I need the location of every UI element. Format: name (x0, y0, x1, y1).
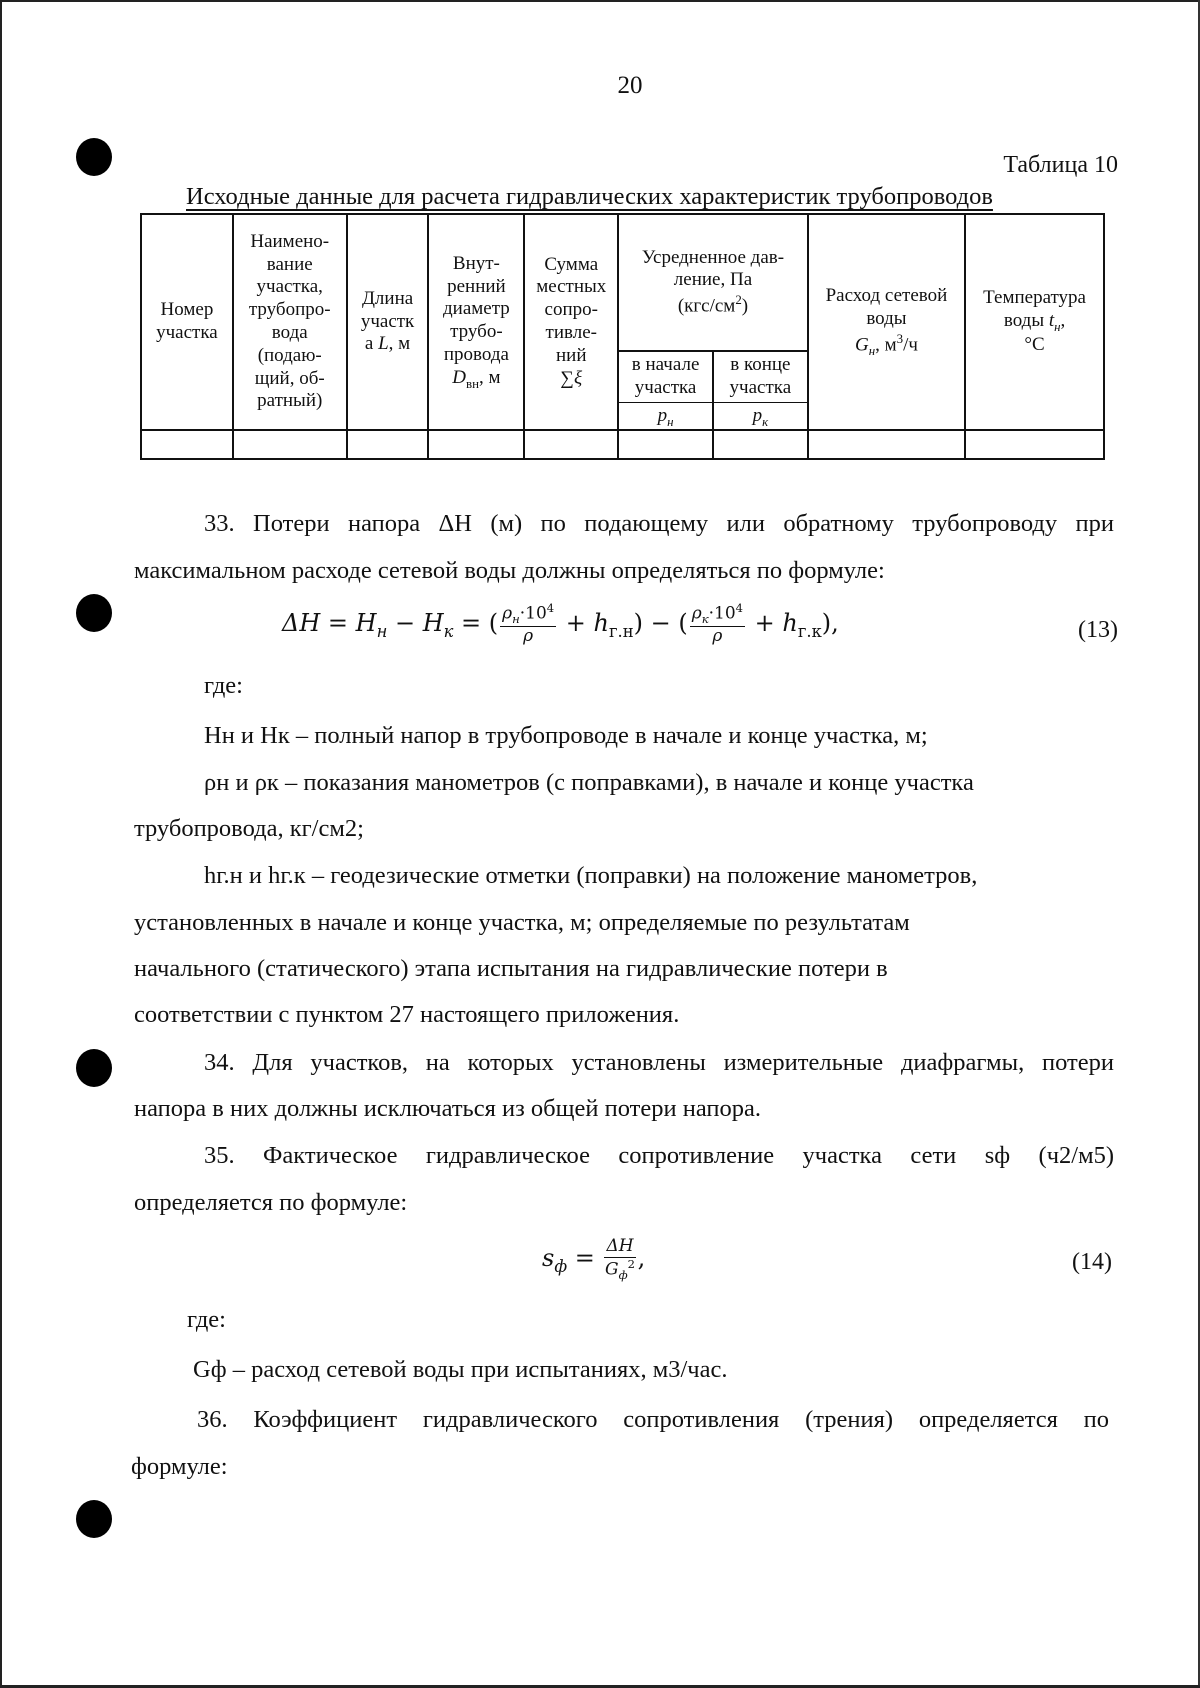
definition-h-line2: установленных в начале и конце участка, м; определяемые по результатам (134, 909, 910, 936)
table-label: Таблица 10 (1003, 152, 1118, 178)
table-cell (965, 430, 1104, 459)
source-data-table (140, 213, 1105, 460)
definition-h-line4: соответствии с пунктом 27 настоящего приложения. (134, 1001, 680, 1028)
header-section-number: Номер участка (141, 214, 233, 430)
header-pressure-start: в начале участка $p_н$ (618, 351, 713, 430)
header-inner-diameter: Внут- ренний диаметр трубо- провода $D_{вн}$, м (428, 214, 524, 430)
definition-rho-line1: ρн и ρк – показания манометров (с поправками), в начале и конце участка (204, 769, 974, 796)
paragraph-36-line1: 36. Коэффициент гидравлического сопротивления (трения) определяется по (197, 1406, 1109, 1433)
paragraph-36-line2: формуле: (131, 1453, 228, 1480)
definition-h-line3: начального (статического) этапа испытания на гидравлические потери в (134, 955, 888, 982)
table-cell (233, 430, 347, 459)
punch-hole (76, 138, 112, 176)
table-cell (524, 430, 618, 459)
table-cell (141, 430, 233, 459)
table-cell (808, 430, 965, 459)
scan-edge-left (0, 0, 2, 1688)
paragraph-34-line2: напора в них должны исключаться из общей потери напора. (134, 1095, 761, 1122)
equation-number-13: (13) (1078, 617, 1118, 643)
where-label: где: (204, 672, 243, 699)
scan-edge-top (0, 0, 1200, 2)
definition-h-line1: hг.н и hг.к – геодезические отметки (поправки) на положение манометров, (204, 862, 978, 889)
punch-hole (76, 1049, 112, 1087)
paragraph-33-line2: максимальном расходе сетевой воды должны определяться по формуле: (134, 557, 885, 584)
formula-14: $s_ф$ = $\frac{\Delta H}{G_ф^2}$ , (542, 1236, 646, 1282)
paragraph-35-line2: определяется по формуле: (134, 1189, 408, 1216)
equation-number-14: (14) (1072, 1249, 1112, 1275)
header-flow-rate: Расход сетевой воды $G_н$, $м^3/ч$ (808, 214, 965, 430)
formula-13: $\Delta H = H_н - H_к$ = ( $\frac{\rho_н\cdot 10^4}{\rho}$ + $h_{г.н}$) − ( $\frac{\rho_к\cdot 10^4}{\rho}$ + $h_{г.к}$), (282, 601, 839, 647)
paragraph-34-line1: 34. Для участков, на которых установлены измерительные диафрагмы, потери (204, 1049, 1114, 1076)
table-cell (713, 430, 808, 459)
table-row (141, 430, 1104, 459)
definition-rho-line2: трубопровода, кг/см2; (134, 815, 364, 842)
table-caption: Исходные данные для расчета гидравлических характеристик трубопроводов (186, 183, 993, 210)
table-cell (347, 430, 429, 459)
page-number: 20 (617, 72, 643, 99)
header-length: Длина участк а L, м (347, 214, 429, 430)
table-cell (428, 430, 524, 459)
table-cell (618, 430, 713, 459)
definition-H: Hн и Hк – полный напор в трубопроводе в начале и конце участка, м; (204, 722, 928, 749)
definition-G: Gф – расход сетевой воды при испытаниях, м3/час. (193, 1356, 728, 1383)
punch-hole (76, 594, 112, 632)
header-water-temperature: Температура воды $t_н$, °C (965, 214, 1104, 430)
punch-hole (76, 1500, 112, 1538)
header-average-pressure: Усредненное дав- ление, Па $(кгс/см^2)$ (618, 214, 808, 351)
paragraph-33-line1: 33. Потери напора ΔH (м) по подающему или обратному трубопроводу при (204, 510, 1114, 537)
where-label: где: (187, 1306, 226, 1333)
header-section-name: Наимено- вание участка, трубопро- вода (подаю- щий, об- ратный) (233, 214, 347, 430)
paragraph-35-line1: 35. Фактическое гидравлическое сопротивление участка сети sф (ч2/м5) (204, 1142, 1114, 1169)
header-pressure-end: в конце участка $p_к$ (713, 351, 808, 430)
header-local-resistance: Сумма местных сопро- тивле- ний ∑ξ (524, 214, 618, 430)
